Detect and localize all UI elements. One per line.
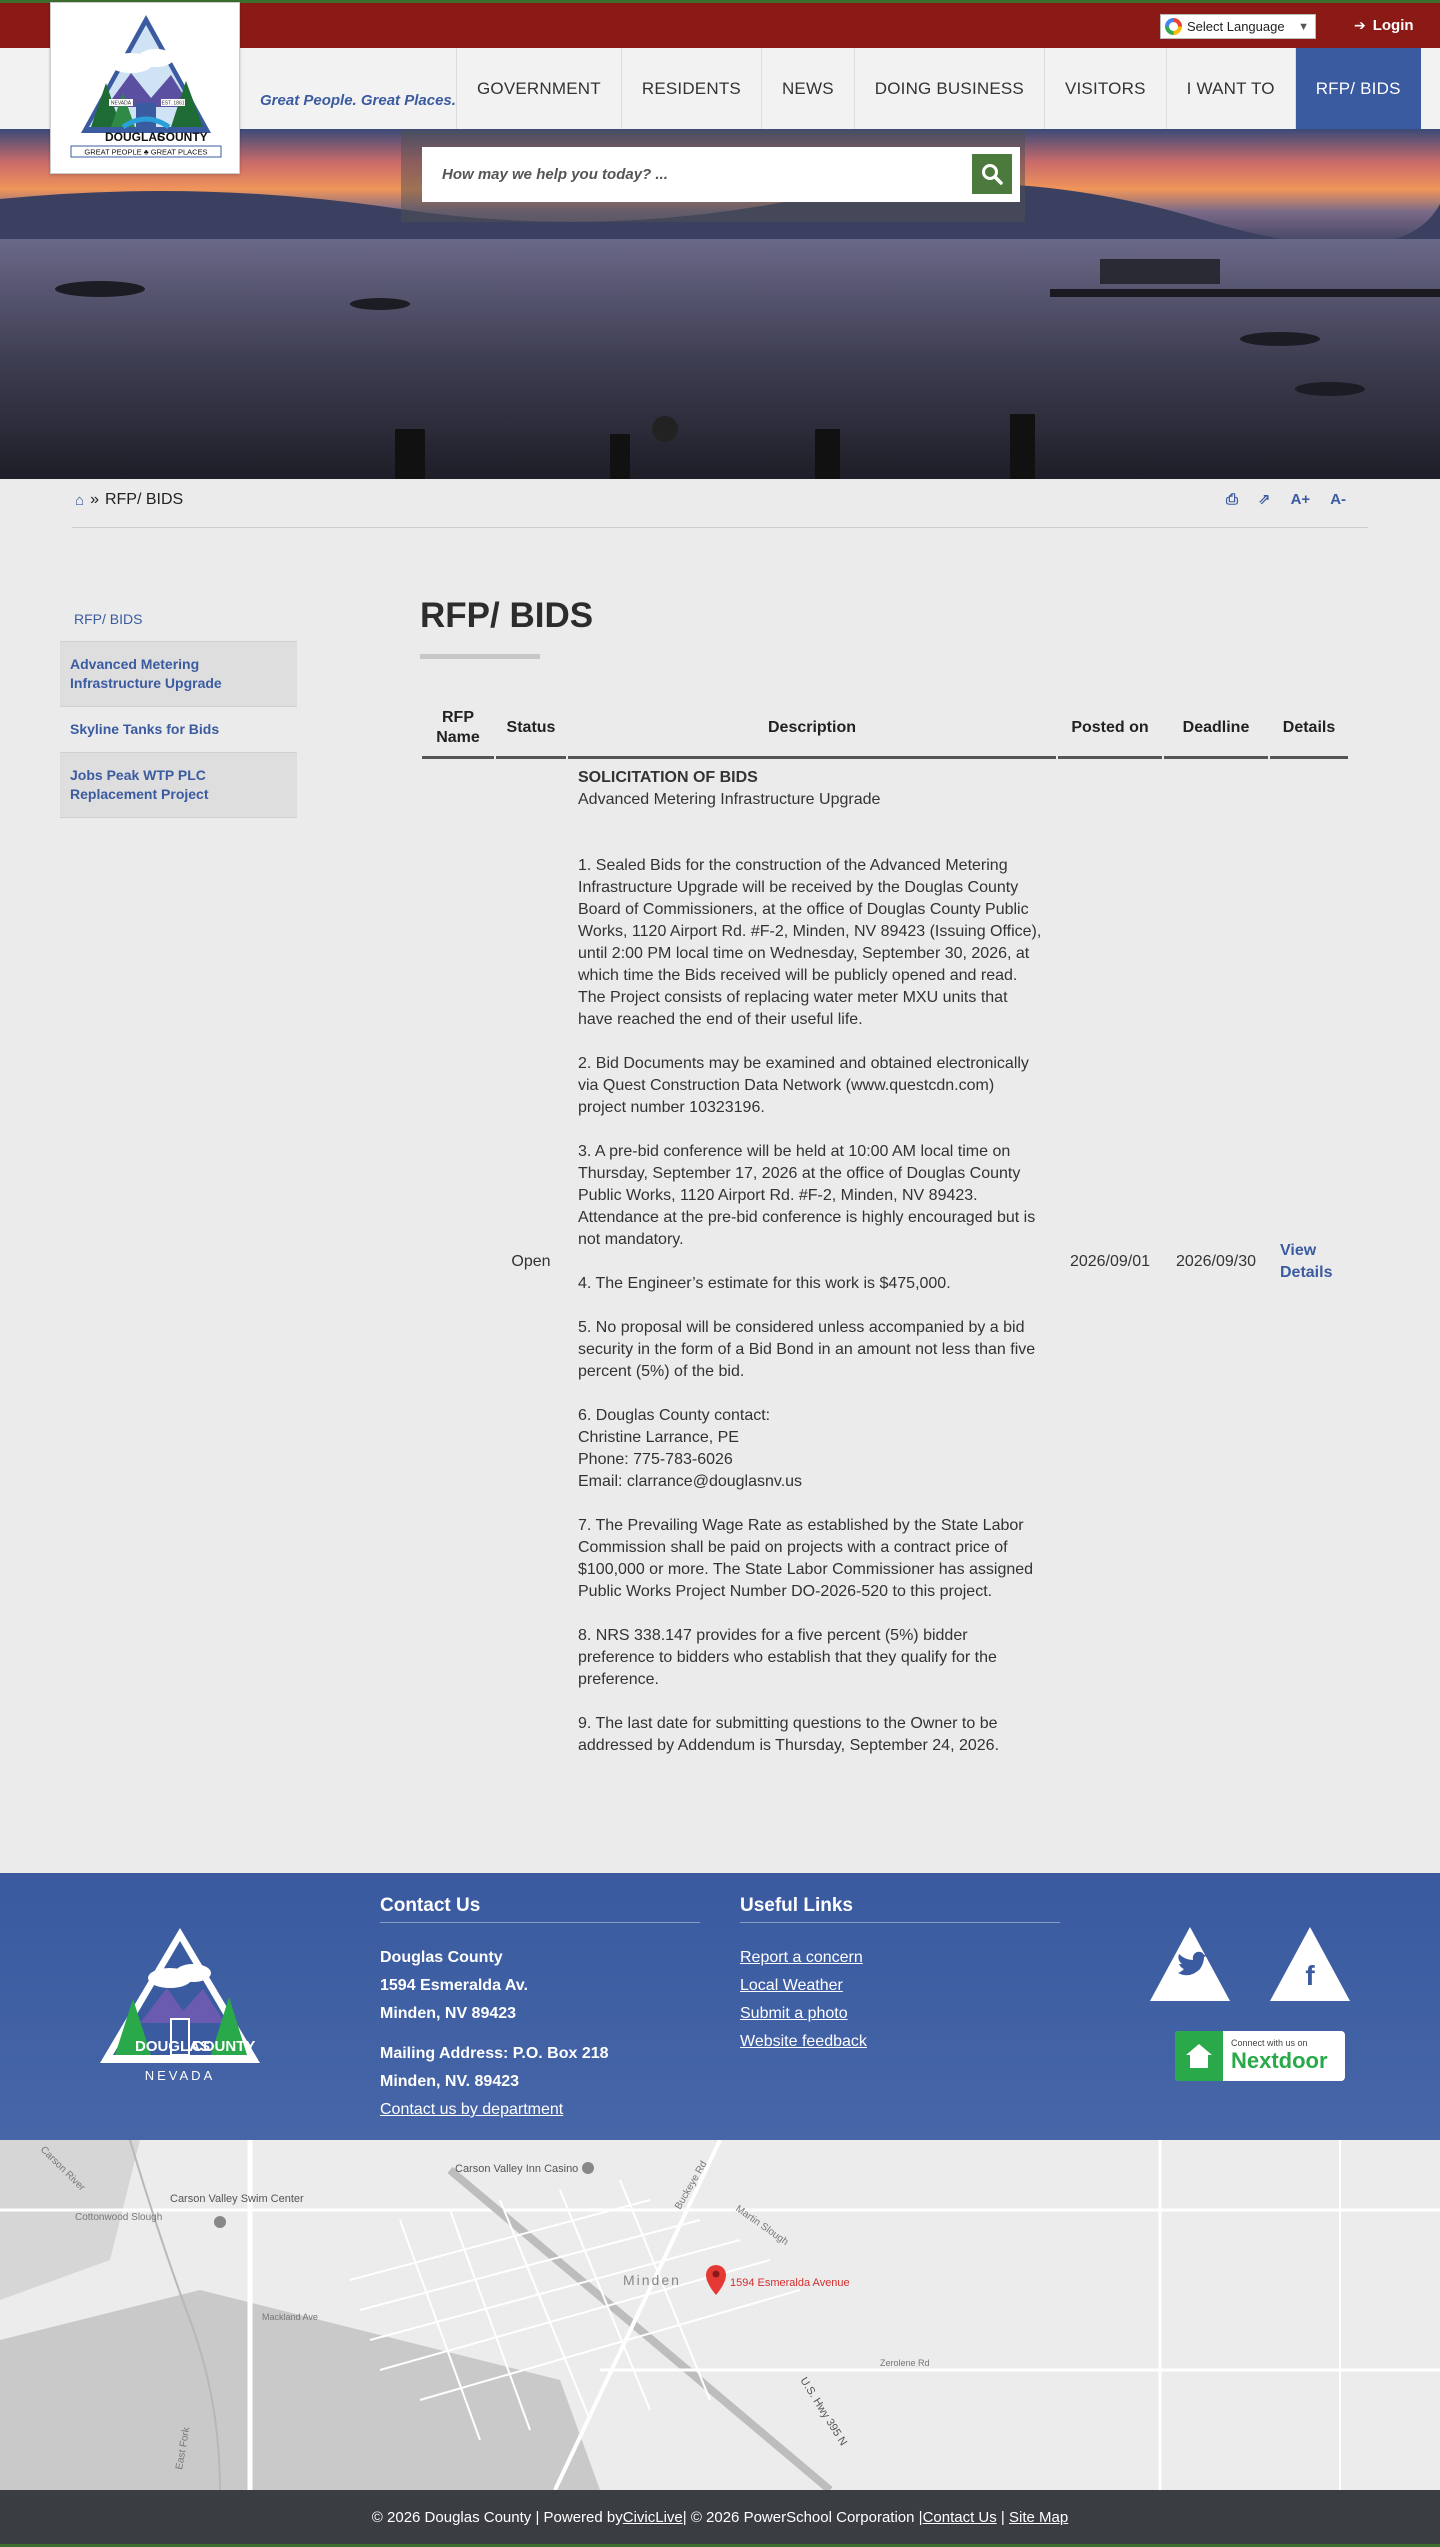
- sidebar: [60, 597, 297, 818]
- nav-government[interactable]: GOVERNMENT: [456, 48, 621, 129]
- paragraph-3: 3. A pre-bid conference will be held at 10:00 AM local time on Thursday, September 17, 2026 at the office of Douglas County Public Works, 1120 Airport Rd. #F-2, Minden, NV 89423. Attendance at the pre-bid conference is highly encouraged but is not mandatory.: [578, 1143, 1036, 1248]
- contact-phone: Phone: 775-783-6026: [578, 1451, 733, 1468]
- logo-name-right: COUNTY: [157, 130, 208, 144]
- tagline: Great People. Great Places.: [260, 92, 456, 109]
- column-header-details: Details: [1270, 700, 1348, 759]
- map-label-east-fork: East Fork: [174, 2426, 193, 2471]
- sidebar-item-skyline-tanks[interactable]: Skyline Tanks for Bids: [60, 706, 297, 752]
- deadline-cell: 2026/09/30: [1175, 1253, 1257, 1270]
- table-header-row: [422, 700, 1348, 759]
- footer-logo-state: NEVADA: [144, 2068, 216, 2083]
- home-icon[interactable]: ⌂: [75, 491, 85, 509]
- bottom-contact-link[interactable]: Contact Us: [922, 2508, 997, 2526]
- nextdoor-house-icon: [1175, 2031, 1223, 2081]
- column-header-posted-on: Posted on: [1058, 700, 1162, 759]
- map-label-casino: Carson Valley Inn Casino: [455, 2163, 579, 2175]
- map-label-buckeye: Buckeye Rd: [673, 2159, 710, 2212]
- contact-name: Christine Larrance, PE: [578, 1429, 739, 1446]
- county-seal-icon: [51, 3, 241, 175]
- table-row: [422, 759, 1348, 1765]
- project-name: Advanced Metering Infrastructure Upgrade: [578, 791, 881, 808]
- local-weather-link[interactable]: Local Weather: [740, 1977, 843, 1994]
- status-cell: Open: [511, 1253, 551, 1270]
- language-select[interactable]: [1160, 14, 1316, 39]
- contact-email: Email: clarrance@douglasnv.us: [578, 1473, 803, 1490]
- bottom-separator: |: [996, 2508, 1009, 2526]
- language-label: Select Language: [1187, 19, 1285, 34]
- nav-residents[interactable]: RESIDENTS: [621, 48, 761, 129]
- search-input[interactable]: [422, 147, 1020, 202]
- share-icon[interactable]: ⇗: [1258, 491, 1271, 508]
- paragraph-2: 2. Bid Documents may be examined and obtained electronically via Quest Construction Data Network (www.questcdn.com) project number 10323196.: [578, 1055, 1029, 1116]
- map-canvas: [0, 2140, 1440, 2490]
- nav-i-want-to[interactable]: I WANT TO: [1166, 48, 1295, 129]
- logo-state: NEVADA: [110, 100, 132, 107]
- website-feedback-link[interactable]: Website feedback: [740, 2033, 867, 2050]
- breadcrumb-divider: [72, 527, 1368, 528]
- useful-links: [740, 1944, 867, 2056]
- map-label-swim-center: Carson Valley Swim Center: [170, 2193, 304, 2205]
- contact-by-department-link[interactable]: Contact us by department: [380, 2101, 564, 2118]
- paragraph-9: 9. The last date for submitting questions to the Owner to be addressed by Addendum is Thursday, September 24, 2026.: [578, 1715, 1000, 1754]
- contact-block: [380, 1944, 609, 2124]
- contact-divider: [380, 1922, 700, 1923]
- copyright-text: © 2026 Douglas County | Powered by: [371, 2508, 623, 2526]
- map-label-mackland: Mackland Ave: [262, 2312, 318, 2322]
- font-increase-button[interactable]: A+: [1290, 490, 1311, 508]
- powerschool-text: | © 2026 PowerSchool Corporation |: [682, 2508, 923, 2526]
- column-header-rfp-name: RFP Name: [422, 700, 494, 759]
- print-icon[interactable]: ⎙: [1226, 490, 1239, 508]
- map-label-zerolene: Zerolene Rd: [880, 2358, 930, 2368]
- nav-visitors[interactable]: VISITORS: [1044, 48, 1166, 129]
- footer-county-logo: [95, 1923, 265, 2093]
- bids-table: [420, 700, 1350, 1765]
- main-nav: [456, 48, 1421, 129]
- page-tools: [1226, 490, 1346, 508]
- logo-motto: GREAT PEOPLE ♣ GREAT PLACES: [84, 147, 208, 157]
- contact-city: Minden, NV 89423: [380, 2005, 517, 2022]
- posted-on-cell: 2026/09/01: [1069, 1253, 1151, 1270]
- logo-established: EST. 1861: [161, 100, 185, 107]
- sidebar-item-jobs-peak[interactable]: Jobs Peak WTP PLC Replacement Project: [60, 752, 297, 818]
- solicitation-heading: SOLICITATION OF BIDS: [578, 769, 758, 786]
- chevron-down-icon: ▼: [1298, 20, 1309, 33]
- google-icon: [1165, 18, 1182, 35]
- logo-name-left: DOUGLAS: [105, 130, 165, 144]
- paragraph-8: 8. NRS 338.147 provides for a five percent (5%) bidder preference to bidders who establish that they qualify for the preference.: [578, 1627, 997, 1688]
- links-divider: [740, 1922, 1060, 1923]
- font-decrease-button[interactable]: A-: [1330, 490, 1347, 508]
- mailing-city: Minden, NV. 89423: [380, 2073, 520, 2090]
- map-label-martin-slough: Martin Slough: [733, 2203, 791, 2248]
- breadcrumb-current: RFP/ BIDS: [104, 491, 184, 508]
- rfp-name-cell: [422, 759, 494, 1765]
- paragraph-5: 5. No proposal will be considered unless accompanied by a bid security in the form of a Bid Bond in an amount not less than five percent (5%) of the bid.: [578, 1319, 1036, 1380]
- nav-news[interactable]: NEWS: [761, 48, 854, 129]
- facebook-icon[interactable]: [1268, 1925, 1352, 2003]
- useful-links-heading: Useful Links: [740, 1895, 853, 1916]
- breadcrumb-separator: »: [90, 491, 99, 508]
- map-label-hwy-395: U.S. Hwy 395 N: [797, 2375, 850, 2448]
- nav-doing-business[interactable]: DOING BUSINESS: [854, 48, 1044, 129]
- map-label-carson-river: Carson River: [37, 2144, 87, 2194]
- mailing-address: Mailing Address: P.O. Box 218: [380, 2045, 609, 2062]
- civiclive-link[interactable]: CivicLive: [622, 2508, 683, 2526]
- footer: [0, 1873, 1440, 2140]
- paragraph-7: 7. The Prevailing Wage Rate as established by the State Labor Commission shall be paid on projects with a contract price of $100,000 or more. The State Labor Commissioner has assigned Public Works Project Number DO-2026-520 to this project.: [578, 1517, 1034, 1600]
- column-header-status: Status: [496, 700, 566, 759]
- footer-logo-name-right: COUNTY: [192, 2038, 256, 2055]
- contact-heading: 6. Douglas County contact:: [578, 1407, 771, 1424]
- page-title: RFP/ BIDS: [420, 596, 594, 635]
- map-label-address: 1594 Esmeralda Avenue: [730, 2277, 850, 2289]
- paragraph-4: 4. The Engineer’s estimate for this work is $475,000.: [578, 1275, 951, 1292]
- site-map-link[interactable]: Site Map: [1009, 2508, 1069, 2526]
- description-cell: [568, 759, 1056, 1765]
- search-icon: [981, 163, 1003, 185]
- contact-us-heading: Contact Us: [380, 1895, 481, 1916]
- column-header-deadline: Deadline: [1164, 700, 1268, 759]
- login-label: Login: [1372, 17, 1414, 34]
- paragraph-6-contact: [578, 1405, 1046, 1493]
- login-button[interactable]: [1354, 17, 1414, 34]
- nextdoor-caption: Connect with us on: [1231, 2038, 1308, 2048]
- column-header-description: Description: [568, 700, 1056, 759]
- sidebar-item-advanced-metering[interactable]: Advanced Metering Infrastructure Upgrade: [60, 641, 297, 706]
- map-pin-icon[interactable]: [706, 2265, 726, 2295]
- nextdoor-button[interactable]: [1175, 2031, 1345, 2081]
- sign-in-icon: ➔: [1354, 17, 1366, 33]
- submit-photo-link[interactable]: Submit a photo: [740, 2005, 848, 2022]
- nextdoor-label: Nextdoor: [1231, 2048, 1328, 2073]
- location-map[interactable]: [0, 2140, 1440, 2490]
- map-label-cottonwood: Cottonwood Slough: [75, 2212, 163, 2223]
- nav-rfp-bids[interactable]: RFP/ BIDS: [1295, 48, 1421, 129]
- contact-street: 1594 Esmeralda Av.: [380, 1977, 528, 1994]
- view-details-link[interactable]: View Details: [1280, 1242, 1333, 1281]
- search-button[interactable]: [972, 154, 1012, 194]
- twitter-icon[interactable]: [1148, 1925, 1232, 2003]
- paragraph-1: 1. Sealed Bids for the construction of the Advanced Metering Infrastructure Upgrade will be received by the Douglas County Board of Commissioners, at the office of Douglas County Public Works, 1120 Airport Rd. #F-2, Minden, NV 89423 (Issuing Office), until 2:00 PM local time on Wednesday, September 30, 2026, at which time the Bids received will be publicly opened and read. The Project consists of replacing water meter MXU units that have reached the end of their useful life.: [578, 857, 1042, 1028]
- county-logo[interactable]: [50, 2, 240, 174]
- footer-logo-name-left: DOUGLAS: [135, 2038, 210, 2055]
- copyright-bar: [0, 2490, 1440, 2547]
- breadcrumb: [75, 491, 183, 509]
- map-label-minden: Minden: [623, 2272, 681, 2288]
- title-underline: [420, 654, 540, 659]
- svg-text:f: f: [1305, 1960, 1315, 1991]
- contact-org: Douglas County: [380, 1949, 503, 1966]
- details-cell: [1270, 759, 1348, 1765]
- report-concern-link[interactable]: Report a concern: [740, 1949, 863, 1966]
- sidebar-heading[interactable]: RFP/ BIDS: [74, 611, 143, 627]
